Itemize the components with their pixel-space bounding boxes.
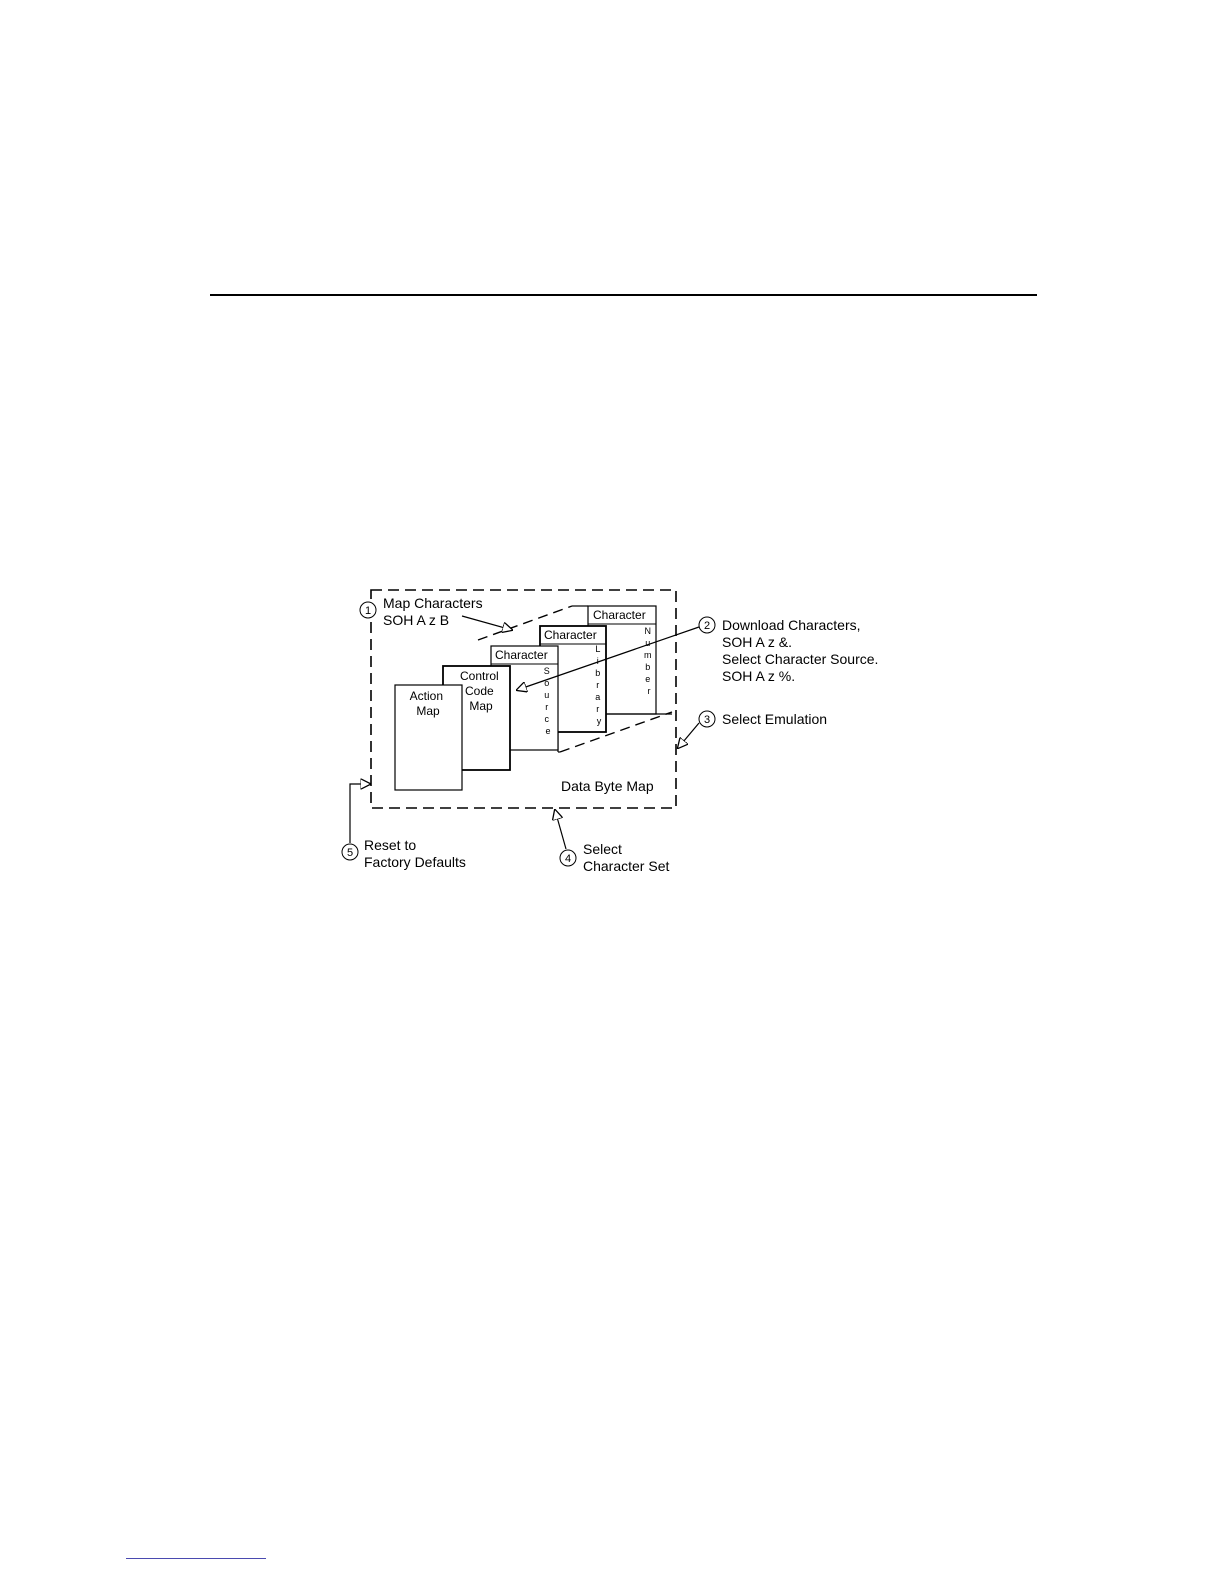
callout-5-reset-factory-defaults (342, 784, 466, 870)
action-map-label: Action Map (409, 689, 444, 718)
callout-4-number: 4 (564, 853, 572, 865)
callout-1-arrow (462, 616, 512, 630)
callout-5-text: Reset to Factory Defaults (364, 837, 466, 870)
callout-1-map-characters (360, 595, 512, 630)
character-library-vertical-label: L i b r a r y (595, 644, 602, 726)
character-number-vertical-label: N u m b e r (643, 626, 652, 696)
data-byte-map-label: Data Byte Map (561, 778, 654, 794)
character-library-header: Character (544, 628, 597, 642)
callout-3-arrow (678, 723, 699, 748)
callout-4-arrow (555, 810, 566, 849)
control-code-map-label: Control Code Map (459, 669, 499, 713)
callout-1-number: 1 (364, 605, 372, 617)
callout-2-text: Download Characters, SOH A z &. Select Character Source. SOH A z %. (722, 617, 879, 684)
action-map-page (395, 685, 462, 790)
character-source-vertical-label: S o u r c e (543, 666, 551, 736)
callout-4-select-character-set (555, 810, 669, 874)
callout-1-text: Map Characters SOH A z B (383, 595, 483, 628)
callout-3-select-emulation (678, 711, 827, 748)
callout-5-arrow (350, 784, 370, 843)
callout-4-text: Select Character Set (583, 841, 670, 874)
callout-5-number: 5 (346, 847, 354, 859)
callout-2-number: 2 (703, 620, 711, 632)
callout-3-number: 3 (703, 714, 711, 726)
character-number-header: Character (593, 608, 646, 622)
callout-3-text: Select Emulation (722, 711, 828, 727)
character-source-header: Character (495, 648, 548, 662)
